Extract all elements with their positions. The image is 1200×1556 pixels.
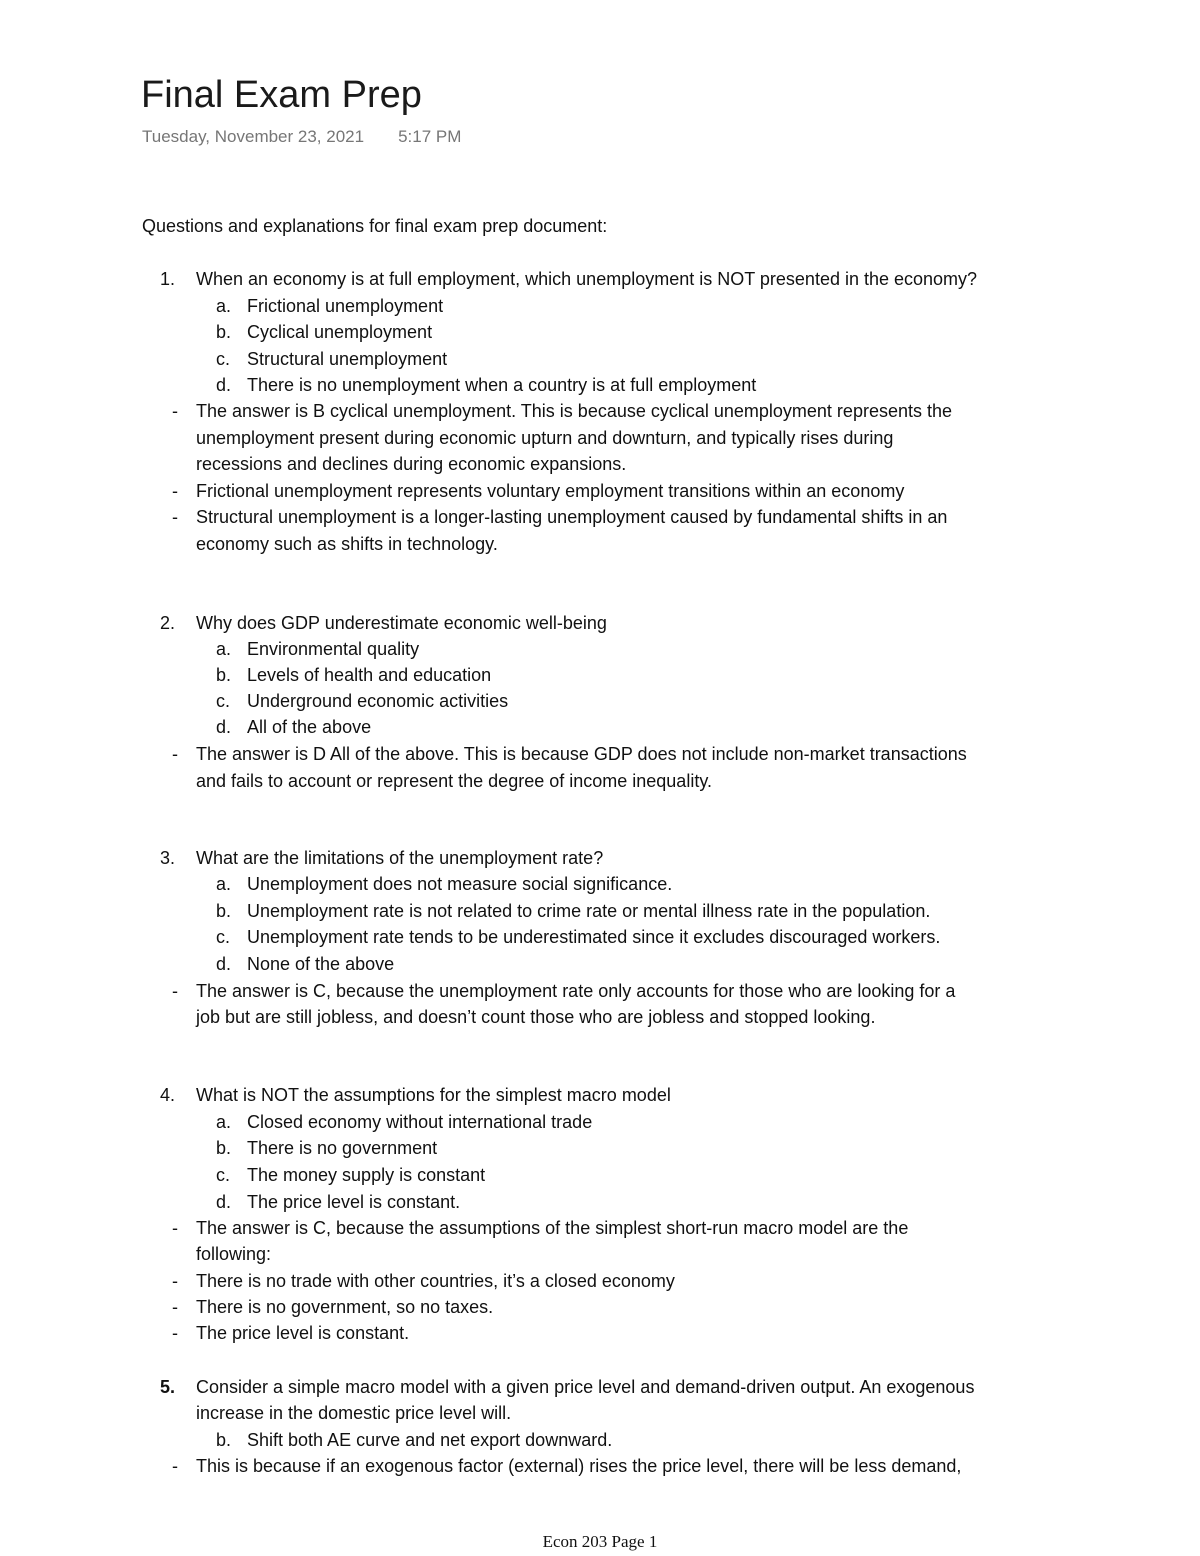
answer-bullet: -: [172, 1323, 178, 1343]
question-text: What are the limitations of the unemployment rate?: [196, 848, 604, 868]
answer-text: This is because if an exogenous factor (external) rises the price level, there will be less demand,: [196, 1456, 962, 1476]
option-label: c.: [216, 1165, 231, 1185]
option-label: d.: [216, 717, 232, 737]
question-text: When an economy is at full employment, which unemployment is NOT presented in the economy?: [196, 269, 978, 289]
question-number: 5.: [160, 1377, 176, 1397]
answer-text: The answer is C, because the assumptions of the simplest short-run macro model are the: [196, 1218, 909, 1238]
option-text: Closed economy without international trade: [247, 1112, 593, 1132]
option-label: a.: [216, 639, 232, 659]
question-number: 1.: [160, 269, 176, 289]
option-label: a.: [216, 874, 232, 894]
option-text: Levels of health and education: [247, 665, 492, 685]
answer-bullet: -: [172, 981, 178, 1001]
answer-bullet: -: [172, 481, 178, 501]
answer-text: The answer is D All of the above. This is because GDP does not include non-market transactions: [196, 744, 967, 764]
answer-text: economy such as shifts in technology.: [196, 534, 498, 554]
answer-bullet: -: [172, 1218, 178, 1238]
option-label: b.: [216, 901, 232, 921]
option-label: d.: [216, 375, 232, 395]
option-label: d.: [216, 954, 232, 974]
option-label: c.: [216, 349, 231, 369]
answer-text: The answer is C, because the unemployment rate only accounts for those who are looking for a: [196, 981, 956, 1001]
answer-text: There is no trade with other countries, it’s a closed economy: [196, 1271, 675, 1291]
option-text: There is no government: [247, 1138, 438, 1158]
intro-text: Questions and explanations for final exam prep document:: [142, 216, 608, 236]
option-text: None of the above: [247, 954, 395, 974]
option-label: c.: [216, 927, 231, 947]
option-label: b.: [216, 665, 232, 685]
option-label: b.: [216, 322, 232, 342]
page-footer: Econ 203 Page 1: [542, 1532, 658, 1551]
option-text: Shift both AE curve and net export downward.: [247, 1430, 613, 1450]
option-text: All of the above: [247, 717, 372, 737]
answer-text: following:: [196, 1244, 272, 1264]
option-text: Frictional unemployment: [247, 296, 444, 316]
option-text: Structural unemployment: [247, 349, 448, 369]
answer-text: Frictional unemployment represents voluntary employment transitions within an economy: [196, 481, 905, 501]
option-label: d.: [216, 1192, 232, 1212]
option-label: b.: [216, 1430, 232, 1450]
option-text: The price level is constant.: [247, 1192, 461, 1212]
question-number: 4.: [160, 1085, 176, 1105]
answer-text: Structural unemployment is a longer-lasting unemployment caused by fundamental shifts in an: [196, 507, 948, 527]
option-text: Environmental quality: [247, 639, 420, 659]
question-text: Why does GDP underestimate economic well-being: [196, 613, 607, 633]
answer-text: The answer is B cyclical unemployment. This is because cyclical unemployment represents the: [196, 401, 952, 421]
option-label: c.: [216, 691, 231, 711]
answer-text: job but are still jobless, and doesn’t count those who are jobless and stopped looking.: [196, 1007, 876, 1027]
question-number: 3.: [160, 848, 176, 868]
question-text: increase in the domestic price level will.: [196, 1403, 512, 1423]
answer-bullet: -: [172, 1271, 178, 1291]
answer-bullet: -: [172, 1456, 178, 1476]
question-text: Consider a simple macro model with a given price level and demand-driven output. An exogenous: [196, 1377, 975, 1397]
option-label: a.: [216, 296, 232, 316]
answer-text: and fails to account or represent the degree of income inequality.: [196, 771, 712, 791]
option-text: Unemployment rate is not related to crime rate or mental illness rate in the population.: [247, 901, 931, 921]
option-text: The money supply is constant: [247, 1165, 486, 1185]
option-text: There is no unemployment when a country is at full employment: [247, 375, 757, 395]
option-text: Cyclical unemployment: [247, 322, 433, 342]
answer-text: The price level is constant.: [196, 1323, 410, 1343]
answer-bullet: -: [172, 744, 178, 764]
page-title: Final Exam Prep: [141, 74, 422, 116]
page-meta: [142, 127, 461, 147]
answer-bullet: -: [172, 1297, 178, 1317]
option-text: Unemployment rate tends to be underestimated since it excludes discouraged workers.: [247, 927, 941, 947]
question-number: 2.: [160, 613, 176, 633]
option-label: b.: [216, 1138, 232, 1158]
page-date: Tuesday, November 23, 2021: [142, 127, 365, 146]
option-label: a.: [216, 1112, 232, 1132]
page-time: 5:17 PM: [398, 127, 462, 146]
question-text: What is NOT the assumptions for the simplest macro model: [196, 1085, 671, 1105]
answer-text: There is no government, so no taxes.: [196, 1297, 494, 1317]
option-text: Unemployment does not measure social significance.: [247, 874, 673, 894]
answer-text: recessions and declines during economic expansions.: [196, 454, 627, 474]
answer-bullet: -: [172, 401, 178, 421]
option-text: Underground economic activities: [247, 691, 509, 711]
answer-text: unemployment present during economic upturn and downturn, and typically rises during: [196, 428, 894, 448]
answer-bullet: -: [172, 507, 178, 527]
